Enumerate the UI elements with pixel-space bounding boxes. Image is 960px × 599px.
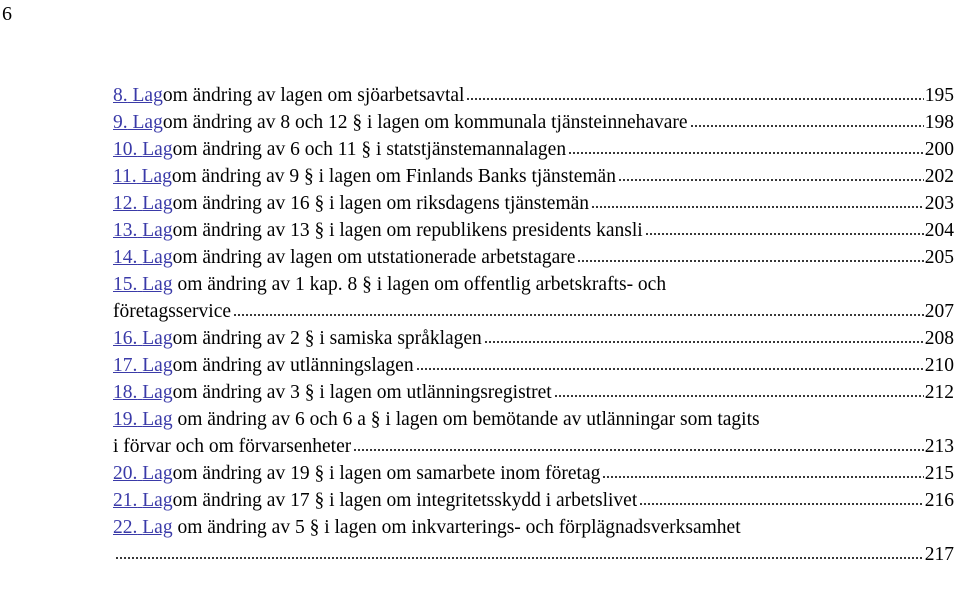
- toc-entry-page: 200: [924, 139, 954, 160]
- toc-entry-number: 19.: [113, 409, 138, 430]
- toc-entry-number: 14.: [113, 247, 138, 268]
- toc-entry-link-label: Lag: [142, 382, 173, 403]
- toc-entry-title: om ändring av 17 § i lagen om integritetsskydd i arbetslivet: [172, 490, 638, 511]
- toc-entry-title: om ändring av 5 § i lagen om inkvarterings- och förplägnadsverksamhet: [172, 517, 741, 538]
- toc-entry: [113, 460, 954, 487]
- toc-entry-link[interactable]: [113, 460, 173, 487]
- toc-entry-link-label: Lag: [142, 274, 173, 295]
- table-of-contents: [113, 82, 954, 568]
- toc-entry-number: 17.: [113, 355, 138, 376]
- dot-leader: [115, 557, 924, 559]
- toc-entry-line: [113, 433, 954, 460]
- toc-entry-line: [113, 163, 954, 190]
- toc-entry: [113, 352, 954, 379]
- toc-entry-page: 216: [924, 490, 954, 511]
- toc-entry-page: 215: [924, 463, 954, 484]
- toc-entry-page: 195: [924, 85, 954, 106]
- toc-entry-number: 13.: [113, 220, 138, 241]
- toc-entry-page: 217: [924, 544, 954, 565]
- toc-entry-link[interactable]: [113, 136, 173, 163]
- dot-leader: [416, 368, 924, 370]
- toc-entry-link-label: Lag: [142, 409, 173, 430]
- toc-entry-line: [113, 541, 954, 568]
- toc-entry-line: [113, 379, 954, 406]
- toc-entry-number: 18.: [113, 382, 138, 403]
- toc-entry-line: [113, 82, 954, 109]
- toc-entry-link[interactable]: [113, 379, 173, 406]
- toc-entry-link-label: Lag: [142, 220, 173, 241]
- toc-entry-link-label: Lag: [142, 490, 173, 511]
- toc-entry-link-label: Lag: [142, 139, 173, 160]
- toc-entry-title: om ändring av 6 och 6 a § i lagen om bemötande av utlänningar som tagits: [172, 409, 760, 430]
- toc-entry-link[interactable]: [113, 217, 173, 244]
- toc-entry-line: [113, 514, 954, 541]
- dot-leader: [484, 341, 924, 343]
- toc-entry-line: [113, 109, 954, 136]
- toc-entry-continuation: i förvar och om förvarsenheter: [113, 436, 352, 457]
- toc-entry-line: [113, 406, 954, 433]
- toc-entry: [113, 325, 954, 352]
- toc-entry-title: om ändring av 16 § i lagen om riksdagens tjänstemän: [172, 193, 590, 214]
- toc-entry-number: 15.: [113, 274, 138, 295]
- toc-entry-title: om ändring av utlänningslagen: [172, 355, 414, 376]
- dot-leader: [591, 206, 924, 208]
- toc-entry-link-label: Lag: [132, 112, 163, 133]
- toc-entry-line: [113, 271, 954, 298]
- toc-entry-number: 22.: [113, 517, 138, 538]
- toc-entry: [113, 379, 954, 406]
- toc-entry-link[interactable]: [113, 244, 173, 271]
- toc-entry-line: [113, 325, 954, 352]
- toc-entry: [113, 487, 954, 514]
- toc-entry: [113, 217, 954, 244]
- toc-entry-link[interactable]: [113, 163, 172, 190]
- toc-entry-title: om ändring av 1 kap. 8 § i lagen om offentlig arbetskrafts- och: [172, 274, 667, 295]
- toc-entry-link[interactable]: [113, 487, 173, 514]
- toc-entry-number: 21.: [113, 490, 138, 511]
- toc-entry-title: om ändring av 9 § i lagen om Finlands Banks tjänstemän: [171, 166, 616, 187]
- dot-leader: [577, 260, 923, 262]
- toc-entry-title: om ändring av 13 § i lagen om republikens presidents kansli: [172, 220, 643, 241]
- toc-entry-link-label: Lag: [142, 328, 173, 349]
- toc-entry-link-label: Lag: [142, 463, 173, 484]
- toc-entry-line: [113, 190, 954, 217]
- toc-entry-line: [113, 352, 954, 379]
- toc-entry-link[interactable]: [113, 325, 173, 352]
- toc-entry-link[interactable]: [113, 109, 163, 136]
- toc-entry-link-label: Lag: [142, 247, 173, 268]
- toc-entry-page: 208: [924, 328, 954, 349]
- toc-entry-title: om ändring av 19 § i lagen om samarbete inom företag: [172, 463, 601, 484]
- toc-entry-number: 12.: [113, 193, 138, 214]
- toc-entry-link-label: Lag: [142, 355, 173, 376]
- toc-entry-page: 205: [924, 247, 954, 268]
- toc-entry-number: 10.: [113, 139, 138, 160]
- toc-entry-number: 8.: [113, 85, 128, 106]
- toc-entry-link-label: Lag: [141, 166, 172, 187]
- toc-entry-continuation: företagsservice: [113, 301, 232, 322]
- dot-leader: [554, 395, 924, 397]
- toc-entry-number: 16.: [113, 328, 138, 349]
- dot-leader: [602, 476, 923, 478]
- dot-leader: [568, 152, 924, 154]
- toc-entry-line: [113, 244, 954, 271]
- toc-entry-page: 213: [924, 436, 954, 457]
- toc-entry-link[interactable]: [113, 352, 173, 379]
- toc-entry-title: om ändring av lagen om utstationerade arbetstagare: [172, 247, 576, 268]
- toc-entry-page: 203: [924, 193, 954, 214]
- toc-entry-number: 9.: [113, 112, 128, 133]
- toc-entry-title: om ändring av 2 § i samiska språklagen: [172, 328, 482, 349]
- toc-entry-link[interactable]: [113, 517, 173, 538]
- toc-entry-line: [113, 217, 954, 244]
- toc-entry-page: 210: [924, 355, 954, 376]
- toc-entry-line: [113, 136, 954, 163]
- dot-leader: [618, 179, 924, 181]
- toc-entry-title: om ändring av 6 och 11 § i statstjänstemannalagen: [172, 139, 567, 160]
- toc-entry-page: 204: [924, 220, 954, 241]
- toc-entry-link-label: Lag: [142, 193, 173, 214]
- toc-entry: [113, 271, 954, 325]
- toc-entry: [113, 190, 954, 217]
- dot-leader: [645, 233, 924, 235]
- toc-entry-link[interactable]: [113, 409, 173, 430]
- toc-entry: [113, 244, 954, 271]
- toc-entry: [113, 406, 954, 460]
- toc-entry-page: 212: [924, 382, 954, 403]
- toc-entry-page: 207: [924, 301, 954, 322]
- toc-entry-line: [113, 487, 954, 514]
- dot-leader: [353, 449, 924, 451]
- toc-entry-link[interactable]: [113, 190, 173, 217]
- dot-leader: [466, 98, 923, 100]
- toc-entry-page: 202: [924, 166, 954, 187]
- toc-entry: [113, 163, 954, 190]
- toc-entry-link[interactable]: [113, 82, 163, 109]
- toc-entry: [113, 514, 954, 568]
- dot-leader: [690, 125, 924, 127]
- toc-entry-number: 20.: [113, 463, 138, 484]
- toc-entry-link[interactable]: [113, 274, 173, 295]
- toc-entry-title: om ändring av lagen om sjöarbetsavtal: [162, 85, 465, 106]
- dot-leader: [233, 314, 924, 316]
- toc-entry-link-label: Lag: [132, 85, 163, 106]
- toc-entry-number: 11.: [113, 166, 137, 187]
- toc-entry: [113, 109, 954, 136]
- toc-entry: [113, 136, 954, 163]
- toc-entry-title: om ändring av 8 och 12 § i lagen om kommunala tjänsteinnehavare: [162, 112, 688, 133]
- toc-entry-page: 198: [924, 112, 954, 133]
- toc-entry-link-label: Lag: [142, 517, 173, 538]
- dot-leader: [639, 503, 924, 505]
- toc-entry-title: om ändring av 3 § i lagen om utlänningsregistret: [172, 382, 552, 403]
- page-number: 6: [2, 3, 12, 25]
- toc-entry-line: [113, 298, 954, 325]
- toc-entry: [113, 82, 954, 109]
- toc-entry-line: [113, 460, 954, 487]
